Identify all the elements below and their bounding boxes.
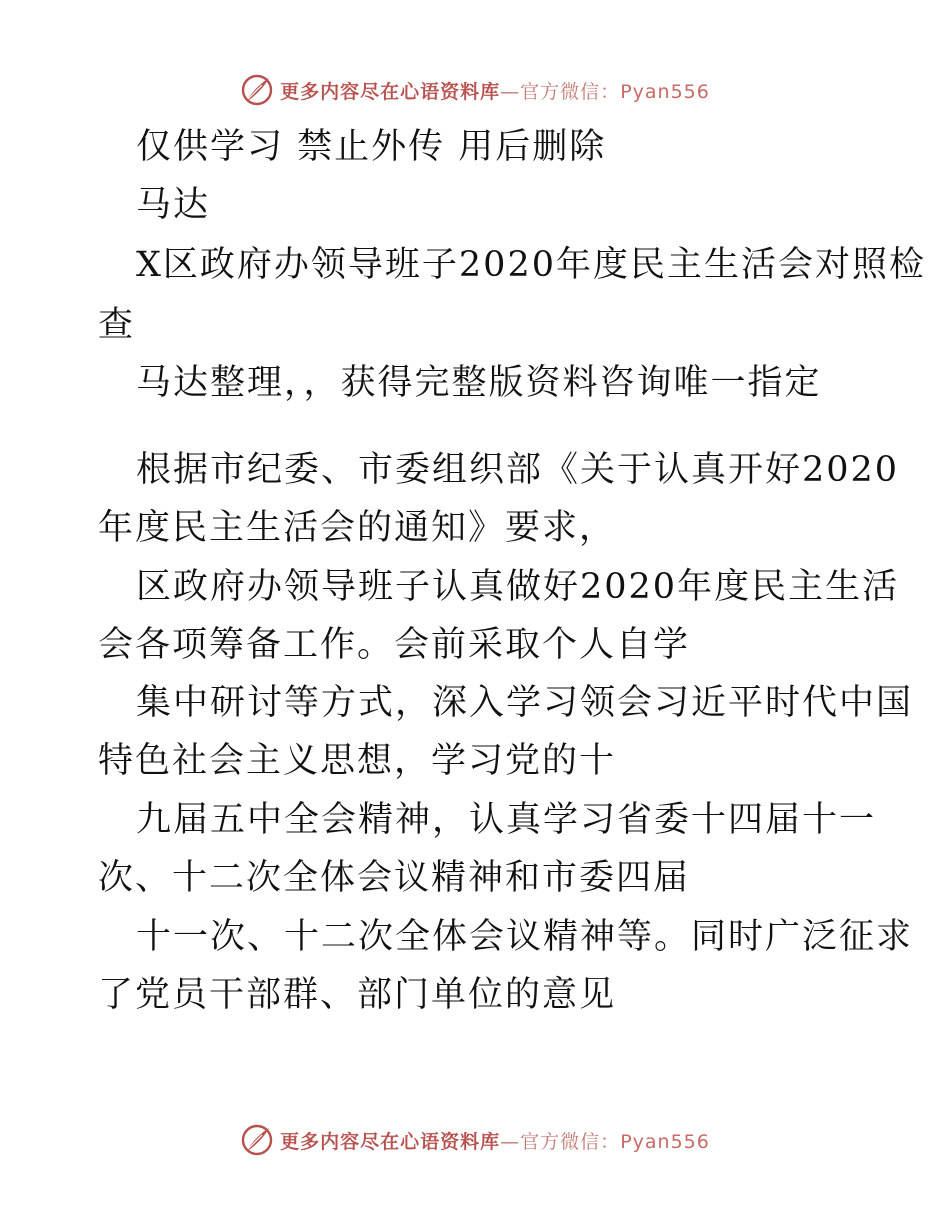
doc-line-notice: 仅供学习 禁止外传 用后删除 xyxy=(136,127,607,167)
doc-line-para1-2: 年度民主生活会的通知》要求， xyxy=(98,508,617,548)
doc-line-para5-2: 了党员干部群、部门单位的意见 xyxy=(98,975,617,1015)
doc-line-para1-1: 根据市纪委、市委组织部《关于认真开好2020 xyxy=(136,450,900,490)
watermark-wechat-id: Pyan556 xyxy=(620,1130,710,1153)
doc-line-para4-2: 次、十二次全体会议精神和市委四届 xyxy=(98,858,691,898)
doc-line-compiler: 马达整理，，获得完整版资料咨询唯一指定 xyxy=(136,363,822,403)
doc-line-author: 马达 xyxy=(136,185,211,225)
doc-line-title-1: X区政府办领导班子2020年度民主生活会对照检 xyxy=(136,245,926,285)
doc-line-para2-2: 会各项筹备工作。会前采取个人自学 xyxy=(98,625,691,665)
feather-pen-logo-icon xyxy=(240,73,274,107)
watermark-wechat-id: Pyan556 xyxy=(620,80,710,103)
header-watermark xyxy=(0,70,950,110)
footer-watermark xyxy=(0,1120,950,1160)
watermark-text xyxy=(280,77,710,104)
doc-line-title-2: 查 xyxy=(98,305,136,345)
feather-pen-logo-icon xyxy=(240,1123,274,1157)
watermark-main-text: 更多内容尽在心语资料库 xyxy=(280,80,501,103)
watermark-sub-text: 官方微信： xyxy=(520,80,621,103)
doc-line-para2-1: 区政府办领导班子认真做好2020年度民主生活 xyxy=(136,567,900,607)
watermark-text xyxy=(280,1127,710,1154)
watermark-dash: — xyxy=(500,1130,521,1153)
watermark-sub-text: 官方微信： xyxy=(520,1130,621,1153)
doc-line-para4-1: 九届五中全会精神，认真学习省委十四届十一 xyxy=(136,800,877,840)
doc-line-para5-1: 十一次、十二次全体会议精神等。同时广泛征求 xyxy=(136,917,914,957)
doc-line-para3-1: 集中研讨等方式，深入学习领会习近平时代中国 xyxy=(136,683,914,723)
doc-line-para3-2: 特色社会主义思想，学习党的十 xyxy=(98,741,617,781)
watermark-main-text: 更多内容尽在心语资料库 xyxy=(280,1130,501,1153)
watermark-dash: — xyxy=(500,80,521,103)
